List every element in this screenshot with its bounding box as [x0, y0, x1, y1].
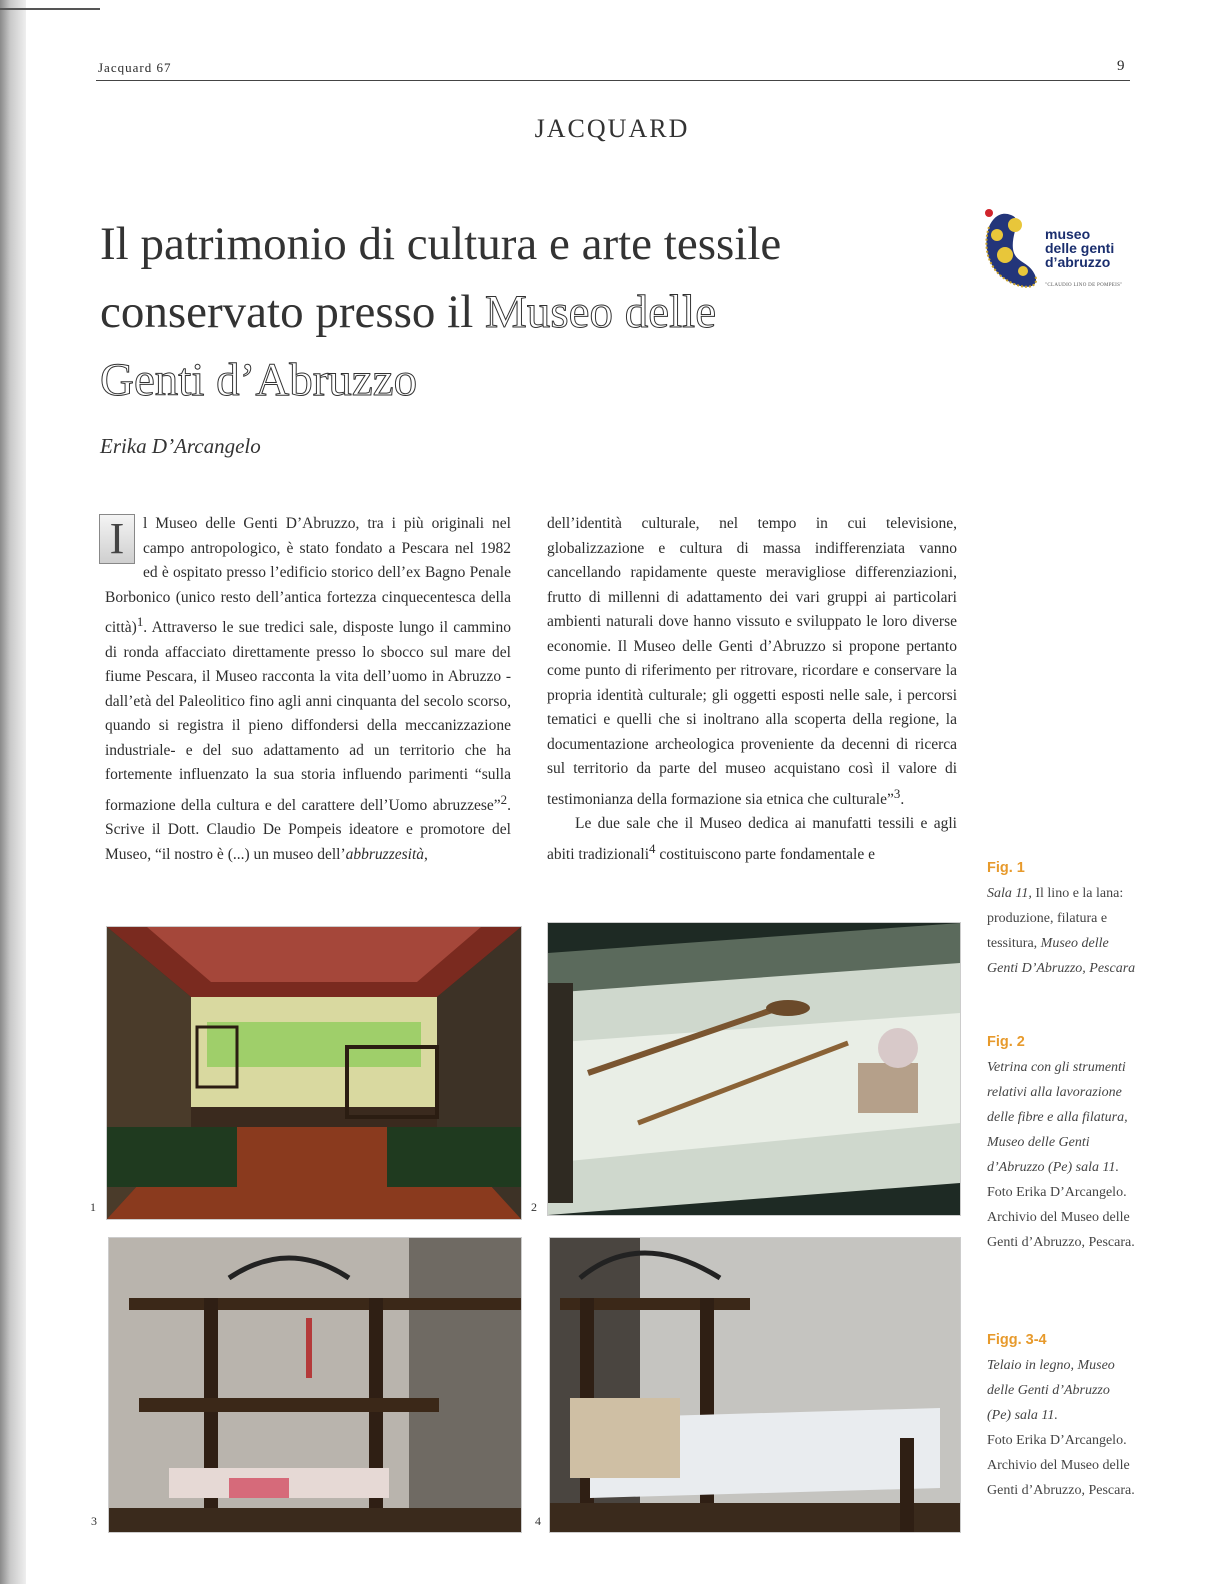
page-number: 9 [1117, 58, 1125, 74]
article-title [100, 210, 920, 414]
footnote-ref-1[interactable]: 1 [136, 614, 144, 629]
figure-1-number: 1 [90, 1200, 96, 1214]
logo-line-3: d’abruzzo [1045, 254, 1111, 270]
caption-fig-3-4-label: Figg. 3-4 [987, 1332, 1047, 1348]
caption-fig-1-place: Museo delle Genti D’Abruzzo, Pescara [987, 936, 1136, 976]
col1-emphasis: abbruzzesità [345, 845, 425, 863]
col1-text-c: . Scrive il Dott. Claudio De Pompeis ideatore e promotore del Museo, “il nostro è (...) un museo dell’ [105, 796, 511, 863]
title-line-2b: Museo delle [485, 286, 717, 338]
running-title [98, 60, 171, 76]
caption-fig-3-4-credit: Foto Erika D’Arcangelo. Archivio del Museo delle Genti d’Abruzzo, Pescara. [987, 1433, 1135, 1498]
caption-fig-2-desc: Vetrina con gli strumenti relativi alla lavorazione delle fibre e alla filatura, Museo delle Genti d’Abruzzo (Pe) sala 11. [987, 1060, 1128, 1175]
author-byline: Erika D’Arcangelo [100, 434, 261, 458]
drop-cap: I [99, 514, 135, 564]
caption-fig-1-room: Sala 11, [987, 886, 1032, 901]
section-heading: JACQUARD [534, 114, 690, 143]
title-line-1: Il patrimonio di cultura e arte tessile [100, 218, 782, 270]
binding-mark [0, 8, 100, 10]
caption-fig-3-4 [987, 1328, 1137, 1503]
figure-4-photo [549, 1237, 961, 1533]
col1-text-end: , [424, 845, 428, 863]
header-rule [96, 80, 1130, 81]
figure-2-number: 2 [531, 1200, 537, 1214]
running-title-text: Jacquard 67 [98, 60, 172, 75]
logo-text [1045, 227, 1114, 269]
caption-fig-2-label: Fig. 2 [987, 1034, 1025, 1050]
figure-3-number: 3 [91, 1514, 97, 1528]
caption-fig-1-label: Fig. 1 [987, 860, 1025, 876]
logo-line-1: museo [1045, 226, 1091, 242]
title-line-2 [100, 278, 920, 346]
col1-text-b: . Attraverso le sue tredici sale, disposte lungo il cammino di ronda affacciato direttamente presso lo sbocco sul mare del fiume Pescara, il Museo racconta la vita dell’uomo in Abruzzo -dall’età del Paleolitico fino agli anni cinquanta del secolo scorso, quando si registra il pieno diffondersi della meccanizzazione industriale- e del suo adattamento ad un territorio che ha fortemente influenzato la sua storia influendo parimenti “sulla formazione della cultura e del carattere dell’Uomo abruzzese” [105, 619, 511, 814]
caption-fig-3-4-desc: Telaio in legno, Museo delle Genti d’Abruzzo (Pe) sala 11. [987, 1358, 1115, 1423]
col2-text-a: dell’identità culturale, nel tempo in cui televisione, globalizzazione e cultura di massa indifferenziata vanno cancellando rapidamente queste meravigliose differenziazioni, frutto di millenni di adattamento dei vari gruppi ai particolari ambienti naturali dove hanno vissuto e sviluppato le loro diverse economie. Il Museo delle Genti d’Abruzzo si propone pertanto come punto di riferimento per ritrovare, ricordare e conservare la propria identità culturale; gli oggetti esposti nelle sale, i percorsi tematici e quelli che si inoltrano alla scoperta della regione, la documentazione archeologica proveniente da decenni di ricerca sul territorio da parte del museo acquistano così il valore di testimonianza della formazione sia etnica che culturale” [547, 515, 957, 808]
logo-line-2: delle genti [1045, 240, 1115, 256]
footnote-ref-3[interactable]: 3 [893, 785, 901, 801]
caption-fig-1-body: Il lino e la lana: produzione, filatura e tessitura, [987, 886, 1124, 951]
figure-4-number: 4 [535, 1514, 541, 1528]
footnote-ref-4[interactable]: 4 [649, 840, 656, 856]
col2-text-a-end: . [900, 790, 905, 808]
page-binding-shadow [0, 0, 26, 1584]
col2-text-c: costituiscono parte fondamentale e [655, 845, 875, 863]
col2-text-b: Le due sale che il Museo dedica ai manufatti tessili e agli abiti tradizionali [547, 815, 957, 863]
figure-3-photo [108, 1237, 522, 1533]
logo-subline: "CLAUDIO LINO DE POMPEIS" [1045, 283, 1123, 288]
body-column-2 [547, 512, 957, 867]
caption-fig-1-text [987, 881, 1137, 981]
title-line-2a: conservato presso il [100, 286, 486, 338]
figure-1-photo [106, 926, 522, 1220]
col1-text-a: l Museo delle Genti D’Abruzzo, tra i più originali nel campo antropologico, è stato fondato a Pescara nel 1982 ed è ospitato presso l’edificio storico dell’ex Bagno Penale Borbonico (unico resto dell’antica fortezza cinquecentesca della città) [105, 515, 511, 637]
caption-fig-2-credit: Foto Erika D’Arcangelo. Archivio del Museo delle Genti d’Abruzzo, Pescara. [987, 1185, 1135, 1250]
caption-fig-1 [987, 856, 1137, 981]
body-column-1 [105, 512, 511, 867]
footnote-ref-2[interactable]: 2 [500, 791, 508, 807]
caption-fig-2 [987, 1030, 1137, 1255]
figure-2-photo [547, 922, 961, 1216]
title-line-3: Genti d’Abruzzo [100, 354, 418, 406]
